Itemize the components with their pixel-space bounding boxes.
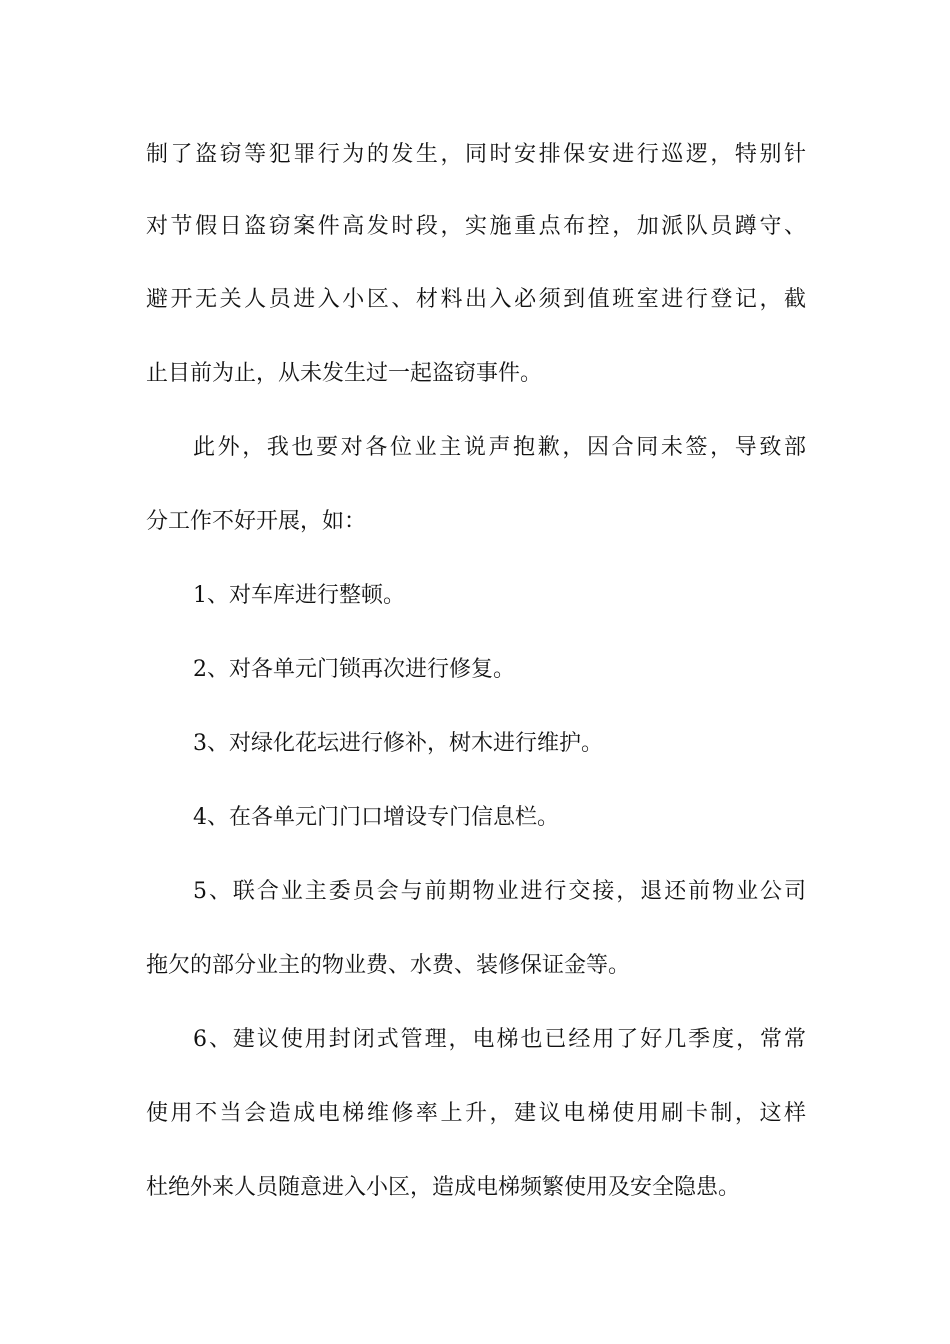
paragraph-line: 制了盗窃等犯罪行为的发生，同时安排保安进行巡逻，特别针 — [146, 142, 806, 167]
list-item-continuation: 杜绝外来人员随意进入小区，造成电梯频繁使用及安全隐患。 — [146, 1175, 741, 1200]
paragraph-line: 避开无关人员进入小区、材料出入必须到值班室进行登记，截 — [146, 287, 806, 312]
list-item: 2、对各单元门锁再次进行修复。 — [193, 657, 515, 682]
list-item: 1、对车库进行整顿。 — [193, 583, 405, 608]
paragraph-line: 对节假日盗窃案件高发时段，实施重点布控，加派队员蹲守、 — [146, 214, 806, 239]
list-item: 4、在各单元门门口增设专门信息栏。 — [193, 805, 559, 830]
paragraph-line: 止目前为止，从未发生过一起盗窃事件。 — [146, 361, 543, 386]
list-item: 3、对绿化花坛进行修补，树木进行维护。 — [193, 731, 603, 756]
list-item-continuation: 使用不当会造成电梯维修率上升，建议电梯使用刷卡制，这样 — [146, 1101, 806, 1126]
paragraph-line: 分工作不好开展，如： — [146, 509, 367, 534]
paragraph-line: 此外，我也要对各位业主说声抱歉，因合同未签，导致部 — [193, 435, 806, 460]
list-item: 6、建议使用封闭式管理，电梯也已经用了好几季度，常常 — [193, 1027, 806, 1052]
list-item: 5、联合业主委员会与前期物业进行交接，退还前物业公司 — [193, 879, 806, 904]
list-item-continuation: 拖欠的部分业主的物业费、水费、装修保证金等。 — [146, 953, 631, 978]
